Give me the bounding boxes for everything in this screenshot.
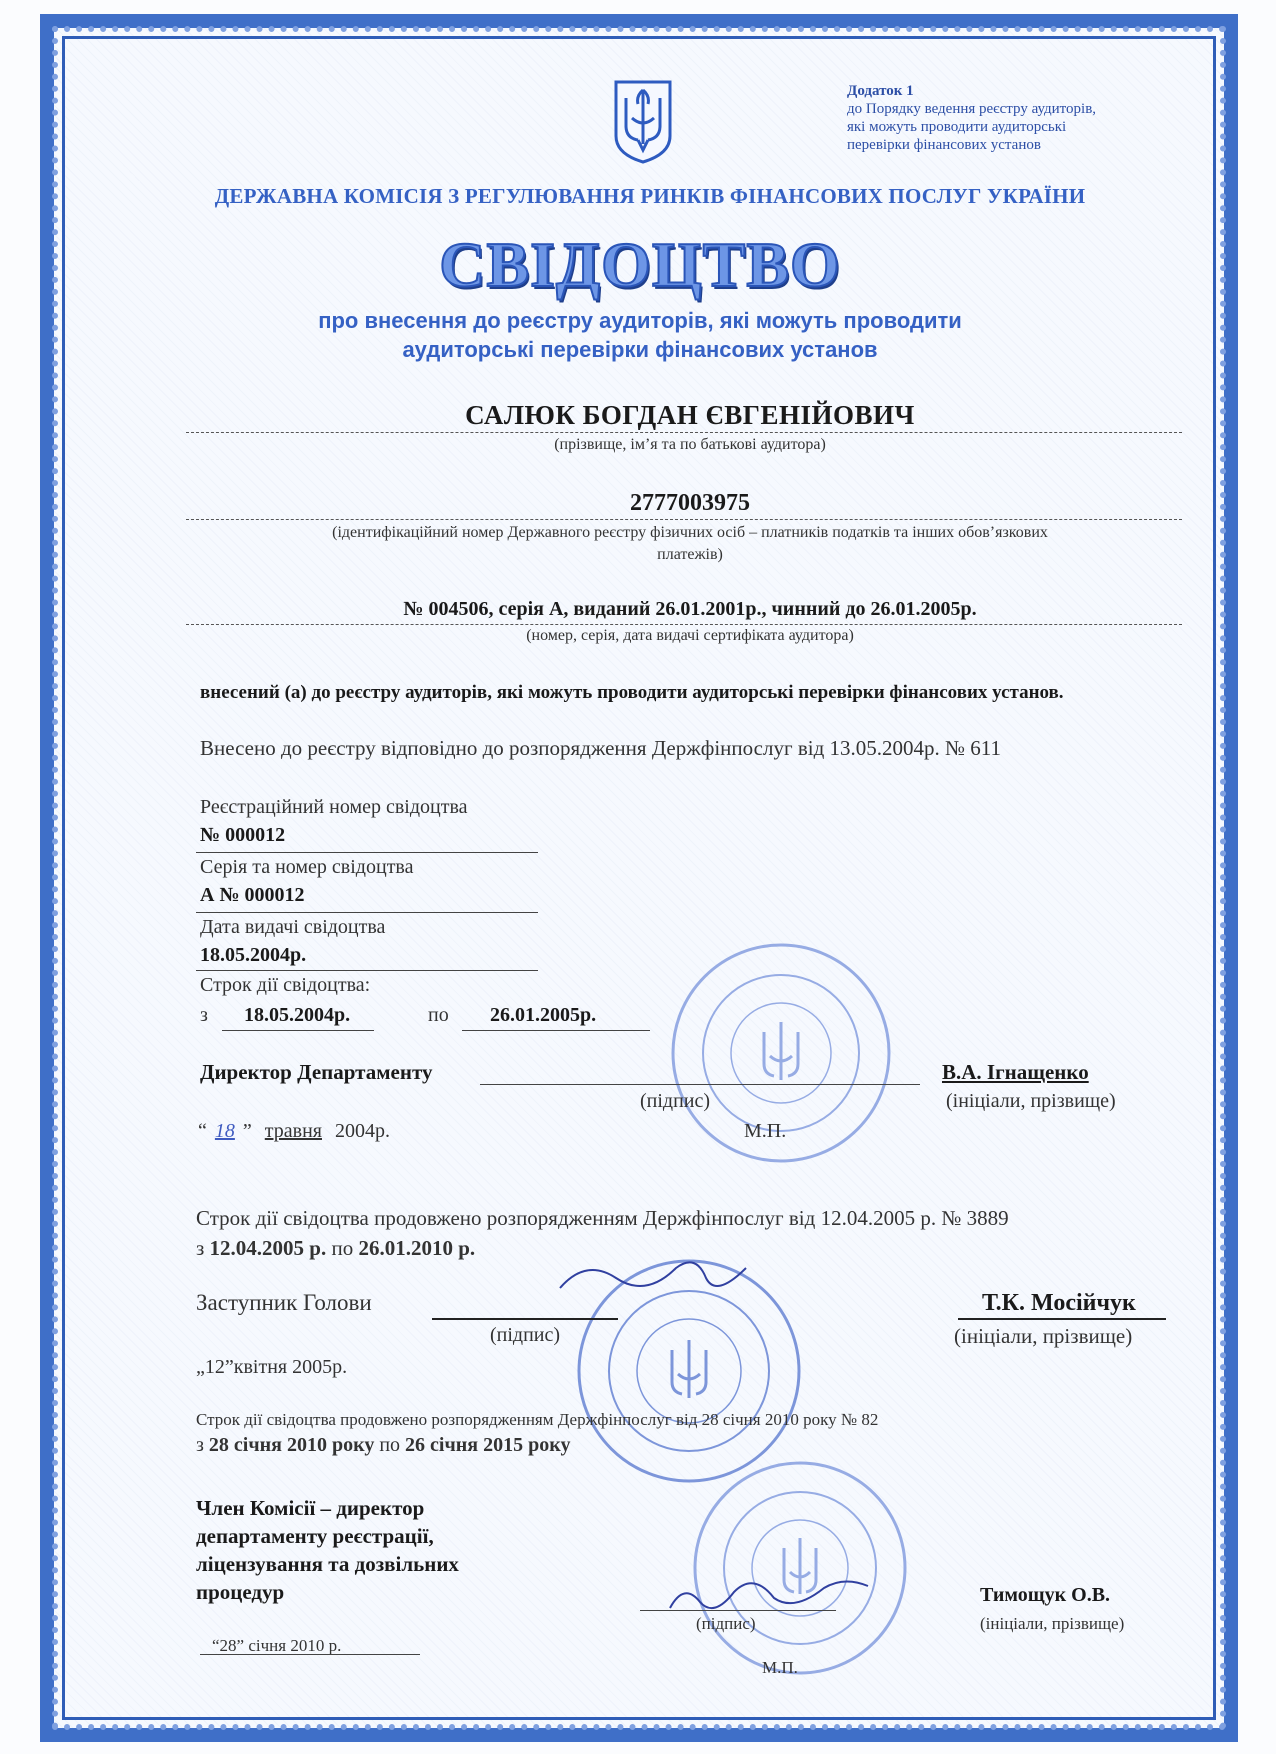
period-mid: по: [331, 1236, 354, 1260]
signature-icon: [556, 1248, 756, 1308]
seal-caption: М.П.: [762, 1658, 798, 1677]
position-line: Член Комісії – директор: [196, 1496, 425, 1520]
subtitle-line: про внесення до реєстру аудиторів, які можуть проводити: [318, 308, 962, 333]
annex-line: які можуть проводити аудиторські: [847, 119, 1067, 135]
period-to: 26.01.2010 р.: [358, 1236, 476, 1260]
term-label: Строк дії свідоцтва:: [200, 974, 371, 996]
reg-number-value: № 000012: [200, 824, 286, 846]
deputy-name: Т.К. Мосійчук: [982, 1290, 1136, 1316]
term-to-value: 26.01.2005р.: [490, 1004, 597, 1026]
series-label: Серія та номер свідоцтва: [200, 856, 414, 878]
divider: [186, 624, 1182, 625]
director-name: В.А. Ігнащенко: [942, 1060, 1089, 1084]
name-caption: (ініціали, прізвище): [980, 1614, 1125, 1633]
extension2-period: [196, 1434, 570, 1457]
signature-caption: (підпис): [490, 1324, 561, 1346]
signature-caption: (підпис): [696, 1614, 756, 1633]
period-prefix: з: [196, 1236, 205, 1260]
signature-line: [480, 1084, 920, 1085]
annex-reference: [847, 82, 1177, 154]
tax-id-caption: [200, 522, 1180, 566]
member-position: [196, 1494, 459, 1606]
seal-caption: М.П.: [744, 1120, 787, 1142]
reg-number-label: Реєстраційний номер свідоцтва: [200, 796, 468, 818]
period-to: 26 січня 2015 року: [405, 1434, 571, 1456]
registry-order: Внесено до реєстру відповідно до розпорядження Держфінпослуг від 13.05.2004р. № 611: [200, 736, 1002, 760]
auditor-name: САЛЮК БОГДАН ЄВГЕНІЙОВИЧ: [465, 400, 915, 430]
member-name: Тимощук О.В.: [980, 1584, 1111, 1606]
series-value: А № 000012: [200, 884, 305, 906]
annex-line: перевірки фінансових установ: [847, 137, 1041, 153]
position-line: процедур: [196, 1580, 285, 1604]
caption-line: (ідентифікаційний номер Державного реєстру фізичних осіб – платників податків та інших обов’язкових: [332, 524, 1048, 541]
divider: [200, 1654, 420, 1655]
divider: [196, 912, 538, 913]
annex-title: Додаток 1: [847, 83, 914, 99]
name-caption: (ініціали, прізвище): [946, 1090, 1116, 1112]
divider: [186, 432, 1182, 433]
date-day: 18: [214, 1120, 235, 1142]
quote-open: “: [198, 1120, 207, 1142]
divider: [196, 970, 538, 971]
annex-line: до Порядку ведення реєстру аудиторів,: [847, 101, 1097, 117]
director-date: [198, 1120, 390, 1143]
extension1-text: Строк дії свідоцтва продовжено розпорядженням Держфінпослуг від 12.04.2005 р. № 3889: [196, 1206, 1009, 1230]
period-mid: по: [379, 1434, 401, 1456]
period-from: 28 січня 2010 року: [208, 1434, 375, 1456]
divider: [222, 1030, 374, 1031]
name-caption: (ініціали, прізвище): [954, 1324, 1133, 1348]
issue-date-value: 18.05.2004р.: [200, 944, 307, 966]
date-month: травня: [264, 1120, 322, 1142]
quote-close: ”: [242, 1120, 252, 1142]
period-prefix: з: [196, 1434, 204, 1456]
auditor-certificate: № 004506, серія А, виданий 26.01.2001р., чинний до 26.01.2005р.: [403, 598, 977, 620]
entered-statement: внесений (а) до реєстру аудиторів, які можуть проводити аудиторські перевірки фінансових установ.: [200, 682, 1064, 703]
subtitle-line: аудиторські перевірки фінансових установ: [402, 337, 878, 362]
member-date: “28” січня 2010 р.: [212, 1636, 342, 1655]
auditor-certificate-caption: (номер, серія, дата видачі сертифіката аудитора): [526, 627, 854, 644]
signature-caption: (підпис): [640, 1090, 711, 1112]
director-position: Директор Департаменту: [200, 1060, 433, 1084]
auditor-name-caption: (прізвище, ім’я та по батькові аудитора): [554, 436, 826, 453]
position-line: ліцензування та дозвільних: [196, 1552, 459, 1576]
tax-id: 2777003975: [630, 490, 750, 516]
deputy-date: „12”квітня 2005р.: [196, 1356, 348, 1378]
divider: [958, 1318, 1166, 1320]
trident-emblem-icon: [612, 78, 674, 164]
divider: [196, 852, 538, 853]
divider: [186, 519, 1182, 520]
divider: [462, 1030, 650, 1031]
certificate-title: СВІДОЦТВО: [439, 229, 841, 300]
date-year: 2004р.: [335, 1120, 390, 1142]
caption-line: платежів): [657, 546, 723, 563]
extension1-period: [196, 1236, 475, 1261]
signature-line: [640, 1610, 836, 1611]
issue-date-label: Дата видачі свідоцтва: [200, 916, 386, 938]
extension2-text: Строк дії свідоцтва продовжено розпорядженням Держфінпослуг від 28 січня 2010 року № 82: [196, 1410, 879, 1429]
period-from: 12.04.2005 р.: [209, 1236, 327, 1260]
term-from-value: 18.05.2004р.: [244, 1004, 351, 1026]
commission-heading: ДЕРЖАВНА КОМІСІЯ З РЕГУЛЮВАННЯ РИНКІВ ФІНАНСОВИХ ПОСЛУГ УКРАЇНИ: [214, 184, 1086, 208]
term-from-word: з: [200, 1004, 208, 1026]
signature-line: [432, 1318, 618, 1320]
certificate-subtitle: [200, 306, 1080, 364]
term-to-word: по: [428, 1004, 449, 1026]
deputy-position: Заступник Голови: [196, 1290, 372, 1315]
position-line: департаменту реєстрації,: [196, 1524, 434, 1548]
